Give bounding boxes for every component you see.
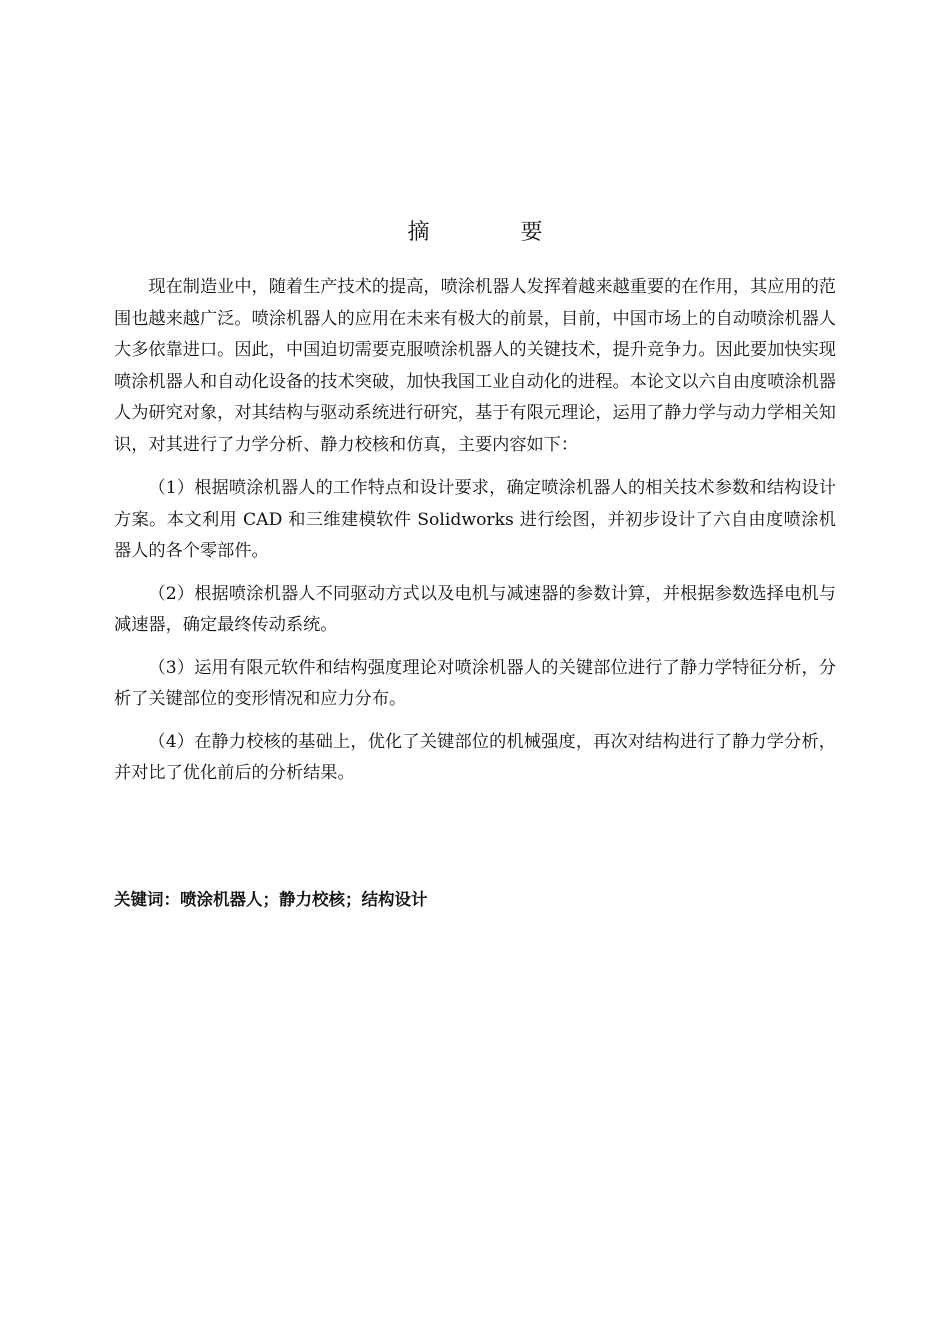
abstract-item-4: （4）在静力校核的基础上，优化了关键部位的机械强度，再次对结构进行了静力学分析，并对比了优化前后的分析结果。	[114, 731, 836, 783]
abstract-item-2: （2）根据喷涂机器人不同驱动方式以及电机与减速器的参数计算，并根据参数选择电机与减速器，确定最终传动系统。	[114, 583, 836, 635]
abstract-title: 摘 要	[407, 220, 585, 245]
abstract-item-3: （3）运用有限元软件和结构强度理论对喷涂机器人的关键部位进行了静力学特征分析，分析了关键部位的变形情况和应力分布。	[114, 657, 836, 709]
abstract-item-1: （1）根据喷涂机器人的工作特点和设计要求，确定喷涂机器人的相关技术参数和结构设计方案。本文利用 CAD 和三维建模软件 Solidworks 进行绘图，并初步设计了六自由度喷涂机器人的各个零部件。	[114, 478, 836, 561]
abstract-intro-paragraph: 现在制造业中，随着生产技术的提高，喷涂机器人发挥着越来越重要的在作用，其应用的范围也越来越广泛。喷涂机器人的应用在未来有极大的前景，目前，中国市场上的自动喷涂机器人大多依靠进口。因此，中国迫切需要克服喷涂机器人的关键技术，提升竞争力。因此要加快实现喷涂机器人和自动化设备的技术突破，加快我国工业自动化的进程。本论文以六自由度喷涂机器人为研究对象，对其结构与驱动系统进行研究，基于有限元理论，运用了静力学与动力学相关知识，对其进行了力学分析、静力校核和仿真，主要内容如下：	[114, 277, 836, 455]
keywords-line: 关键词：喷涂机器人；静力校核；结构设计	[114, 890, 428, 909]
abstract-body	[114, 272, 836, 790]
